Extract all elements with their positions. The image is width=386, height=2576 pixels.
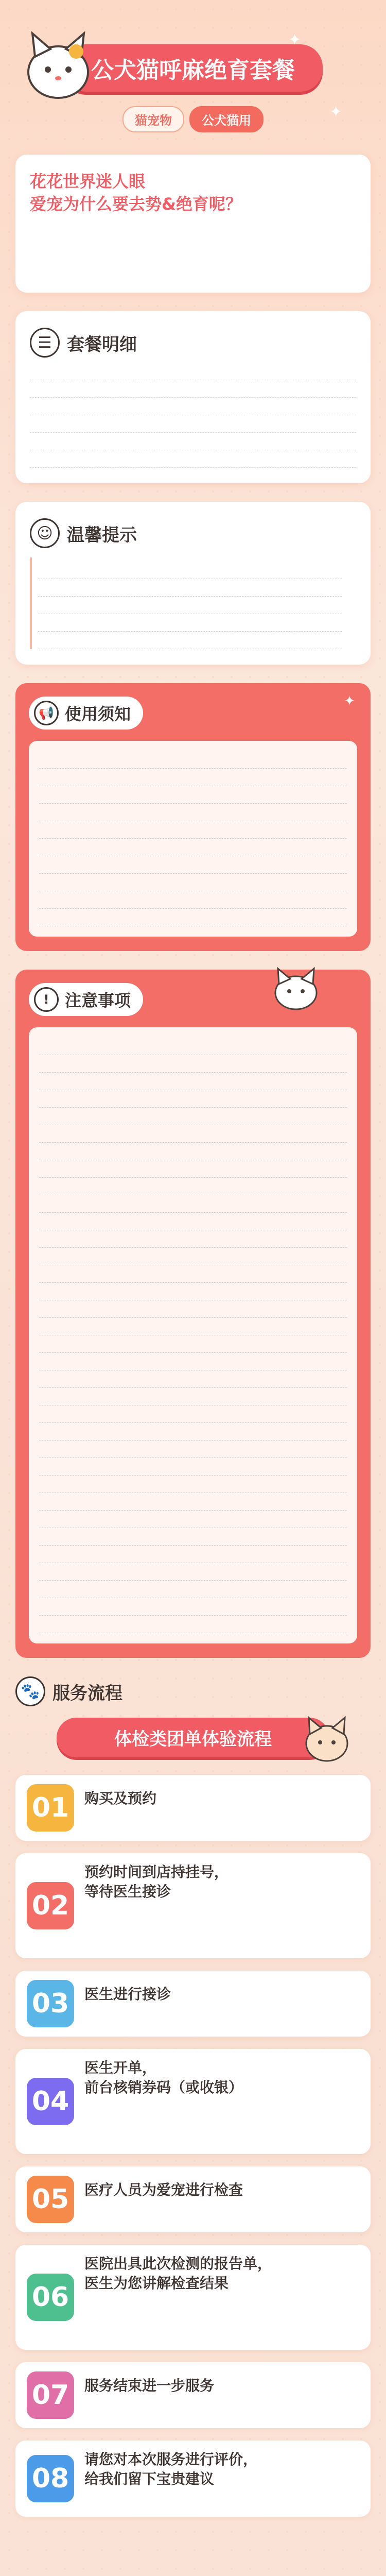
note-line: [39, 1167, 347, 1178]
step-description: [84, 1906, 359, 1949]
tip-line: [38, 586, 342, 597]
process-step: [15, 1775, 371, 1841]
list-item: [30, 433, 356, 450]
note-line: [39, 1202, 347, 1213]
list-item: [30, 415, 356, 433]
step-description: [84, 2008, 359, 2023]
step-title: 预约时间到店持挂号， 等待医生接诊: [84, 1863, 229, 1900]
list-item: [30, 450, 356, 468]
usage-line: [39, 811, 347, 821]
process-step: [15, 1971, 371, 2037]
smile-icon: ☺: [30, 518, 60, 548]
note-line: [39, 1360, 347, 1370]
process-step: [15, 2166, 371, 2232]
sparkle-icon: ✦: [288, 31, 302, 49]
step-number: 02: [27, 1882, 74, 1929]
list-item: [30, 398, 356, 415]
hero-header: [0, 0, 386, 155]
usage-line: [39, 776, 347, 786]
usage-title: 使用须知: [65, 704, 131, 724]
note-line: [39, 1045, 347, 1055]
usage-line: [39, 899, 347, 909]
process-step: [15, 2245, 371, 2350]
note-line: [39, 1535, 347, 1546]
note-line: [39, 1395, 347, 1405]
usage-notice: [15, 683, 371, 951]
note-line: [39, 1290, 347, 1300]
step-description: [84, 2493, 359, 2507]
step-number: 05: [27, 2176, 74, 2223]
package-title: 套餐明细: [67, 334, 137, 355]
tip-line: [38, 604, 342, 614]
process-step: [15, 2441, 371, 2517]
clipboard-icon: ☰: [30, 328, 60, 358]
usage-line: [39, 916, 347, 926]
usage-line: [39, 863, 347, 874]
megaphone-icon: 📢: [34, 701, 59, 725]
process-step: [15, 1853, 371, 1958]
note-line: [39, 1465, 347, 1476]
usage-line: [39, 793, 347, 804]
usage-line: [39, 846, 347, 856]
process-step: [15, 2362, 371, 2428]
note-line: [39, 1430, 347, 1440]
note-line: [39, 1238, 347, 1248]
note-line: [39, 1588, 347, 1598]
tag-pill: 猫宠物: [122, 106, 184, 132]
step-description: [84, 1812, 359, 1827]
step-title: 医疗人员为爱宠进行检查: [84, 2181, 243, 2198]
step-title: 购买及预约: [84, 1790, 157, 1807]
warning-icon: !: [34, 987, 59, 1012]
step-number: 06: [27, 2274, 74, 2321]
sparkle-icon: ✦: [344, 693, 355, 709]
process-title: 服务流程: [52, 1683, 122, 1704]
list-item: [30, 380, 356, 398]
tag-pill: 公犬猫用: [189, 106, 264, 132]
note-line: [39, 1378, 347, 1388]
note-line: [39, 1255, 347, 1265]
note-line: [39, 1448, 347, 1458]
step-number: 08: [27, 2455, 74, 2502]
intro-heading: 花花世界迷人眼 爱宠为什么要去势&绝育呢？: [30, 172, 242, 214]
package-card: [15, 311, 371, 483]
step-number: 03: [27, 1980, 74, 2027]
intro-card: [15, 155, 371, 293]
tip-line: [38, 569, 342, 579]
step-title: 医生开单， 前台核销券码（或收银）: [84, 2059, 243, 2096]
note-line: [39, 1325, 347, 1335]
page-title: 公犬猫呼麻绝育套餐: [63, 44, 323, 92]
tip-line: [38, 639, 342, 649]
step-description: [84, 2400, 359, 2414]
cat-mascot-icon: [268, 964, 324, 1011]
process-section: [0, 1676, 386, 2517]
note-line: [39, 1553, 347, 1563]
note-line: [39, 1413, 347, 1423]
note-line: [39, 1605, 347, 1616]
note-line: [39, 1115, 347, 1125]
note-line: [39, 1273, 347, 1283]
note-line: [39, 1132, 347, 1143]
usage-line: [39, 828, 347, 839]
note-line: [39, 1483, 347, 1493]
step-description: [84, 2297, 359, 2341]
process-banner: 体检类团单体验流程: [57, 1718, 329, 1757]
note-line: [39, 1185, 347, 1195]
step-number: 07: [27, 2371, 74, 2419]
note-line: [39, 1062, 347, 1073]
note-line: [39, 1518, 347, 1528]
intro-body: [30, 223, 356, 275]
note-line: [39, 1500, 347, 1511]
list-item: [30, 363, 356, 380]
notes-title: 注意事项: [65, 991, 131, 1010]
usage-line: [39, 758, 347, 769]
paw-icon: 🐾: [15, 1676, 45, 1706]
notes-box: [15, 970, 371, 1658]
note-line: [39, 1570, 347, 1581]
note-line: [39, 1623, 347, 1633]
step-title: 服务结束进一步服务: [84, 2377, 215, 2394]
tip-line: [38, 621, 342, 632]
cat-mascot-icon: [299, 1713, 355, 1764]
step-title: 医生进行接诊: [84, 1986, 171, 2003]
step-description: [84, 2102, 359, 2145]
process-step: [15, 2049, 371, 2154]
note-line: [39, 1150, 347, 1160]
step-title: 请您对本次服务进行评价， 给我们留下宝贵建议: [84, 2451, 258, 2487]
note-line: [39, 1097, 347, 1108]
note-line: [39, 1080, 347, 1090]
tips-card: [15, 502, 371, 665]
step-title: 医院出具此次检测的报告单， 医生为您讲解检查结果: [84, 2255, 272, 2292]
usage-line: [39, 881, 347, 891]
tips-title: 温馨提示: [67, 524, 137, 546]
sparkle-icon: ✦: [329, 103, 343, 121]
step-description: [84, 2204, 359, 2218]
note-line: [39, 1343, 347, 1353]
note-line: [39, 1308, 347, 1318]
step-number: 04: [27, 2078, 74, 2125]
note-line: [39, 1220, 347, 1230]
cat-mascot-icon: [14, 21, 102, 103]
step-number: 01: [27, 1784, 74, 1832]
